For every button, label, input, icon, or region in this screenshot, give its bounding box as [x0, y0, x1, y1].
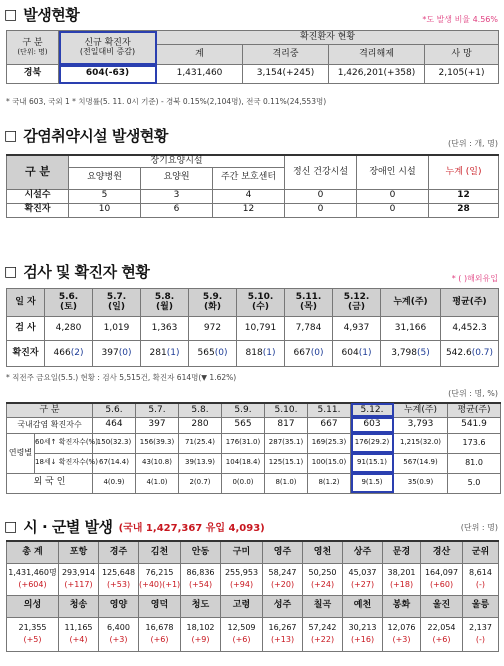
date-col: 5.9. (화) [189, 289, 237, 317]
table-cell: 464 [93, 417, 136, 433]
isolation-value: 3,154(+245) [243, 65, 329, 84]
region-total: 45,037 [348, 568, 377, 578]
region-name: 영천 [303, 541, 343, 563]
table-cell: 281(1) [141, 341, 189, 367]
region-value-cell [383, 563, 421, 595]
gubun-header: 구 분 [7, 155, 69, 189]
row-label: 검 사 [7, 317, 45, 341]
region-delta: (+6) [150, 634, 169, 644]
region-value-cell [99, 617, 139, 651]
region-value-cell [139, 617, 181, 651]
date-col: 5.12. [351, 403, 394, 417]
region-delta: (+53) [106, 579, 131, 589]
sum-header: 계 [157, 45, 243, 65]
region-total: 50,250 [308, 568, 337, 578]
section-occurrence-header [4, 4, 79, 25]
row-label: 60세↑ 확진자수(%) [35, 433, 93, 453]
square-bullet-icon: □ [4, 6, 18, 23]
region-total: 38,201 [387, 568, 416, 578]
row-label: 확진자 [7, 341, 45, 367]
date-col: 5.11. [308, 403, 351, 417]
row-label: 시설수 [7, 189, 69, 203]
region-total: 22,054 [427, 623, 456, 633]
region-value-cell [59, 617, 99, 651]
table-cell: 71(25.4) [179, 433, 222, 453]
date-col: 5.10. [265, 403, 308, 417]
table-cell: 67(14.4) [93, 453, 136, 473]
mental-health-header: 정신 건강시설 [285, 155, 357, 189]
table-cell: 9(1.5) [351, 473, 394, 493]
region-name: 고령 [221, 595, 263, 617]
unit-note: (단위 : 개, 명) [447, 139, 498, 148]
region-name: 칠곡 [303, 595, 343, 617]
region-name: 울진 [421, 595, 463, 617]
isolation-header: 격리중 [243, 45, 329, 65]
gubun-header: 구 분 [7, 403, 93, 417]
table-cell: 35(0.9) [394, 473, 448, 493]
table-cell: 818(1) [237, 341, 285, 367]
region-total: 16,267 [268, 623, 297, 633]
date-col: 5.8. (월) [141, 289, 189, 317]
date-col: 5.7. [136, 403, 179, 417]
region-total: 293,914 [61, 568, 96, 578]
region-value-cell [263, 563, 303, 595]
table-cell: 12 [429, 189, 499, 203]
region-name: 성주 [263, 595, 303, 617]
region-value-cell [181, 563, 221, 595]
table-cell: 604(1) [333, 341, 381, 367]
region-value-cell [263, 617, 303, 651]
region-name: 봉화 [383, 595, 421, 617]
region-delta: (+3) [392, 634, 411, 644]
table-cell: 466(2) [45, 341, 93, 367]
region-value-cell [181, 617, 221, 651]
cumulative-header: 누계 (일) [429, 155, 499, 189]
region-value-cell [303, 617, 343, 651]
unit-note: (단위 : 명) [460, 523, 498, 532]
date-col: 5.6. (토) [45, 289, 93, 317]
region-delta: (+5) [23, 634, 42, 644]
date-col: 5.12. (금) [333, 289, 381, 317]
table-cell: 972 [189, 317, 237, 341]
longterm-care-header: 장기요양시설 [69, 155, 285, 167]
region-name: 김천 [139, 541, 181, 563]
region-delta: (-) [475, 634, 486, 644]
date-col: 5.10. (수) [237, 289, 285, 317]
new-cases-header: 신규 확진자 (전일대비 증감) [59, 31, 157, 65]
table-cell: 7,784 [285, 317, 333, 341]
region-total: 16,678 [145, 623, 174, 633]
region-value-cell [99, 563, 139, 595]
section-facilities-header [4, 125, 168, 146]
region-value-cell [343, 617, 383, 651]
table-cell: 28 [429, 203, 499, 217]
occurrence-table [6, 30, 499, 84]
date-col: 5.8. [179, 403, 222, 417]
table-cell: 8(1.2) [308, 473, 351, 493]
region-total: 18,102 [186, 623, 215, 633]
region-value-cell [139, 563, 181, 595]
gubun-header: 구 분 (단위: 명) [7, 31, 59, 65]
total-status-header: 확진환자 현황 [157, 31, 499, 45]
cumulative-header: 누계(주) [381, 289, 441, 317]
region-name: 울릉 [463, 595, 499, 617]
table-cell: 565(0) [189, 341, 237, 367]
table-cell: 104(18.4) [222, 453, 265, 473]
region-name: 총 계 [7, 541, 59, 563]
region-name: 영덕 [139, 595, 181, 617]
table-cell: 5 [69, 189, 141, 203]
nursing-home-header: 요양원 [141, 167, 213, 189]
table-cell: 817 [265, 417, 308, 433]
table-cell: 0(0.0) [222, 473, 265, 493]
region-total: 6,400 [107, 623, 130, 633]
region-delta: (+22) [310, 634, 335, 644]
death-header: 사 망 [425, 45, 499, 65]
region-delta: (+9) [191, 634, 210, 644]
region-value-cell [303, 563, 343, 595]
row-label: 국내감염 확진자수 [7, 417, 93, 433]
table-cell: 176(31.0) [222, 433, 265, 453]
table-cell: 4(0.9) [93, 473, 136, 493]
region-delta: (+604) [18, 579, 47, 589]
date-col: 5.11. (목) [285, 289, 333, 317]
region-name: 예천 [343, 595, 383, 617]
region-delta: (+27) [350, 579, 375, 589]
region-value-cell [7, 563, 59, 595]
table-cell: 100(15.0) [308, 453, 351, 473]
region-value-cell [421, 563, 463, 595]
region-delta: (+16) [350, 634, 375, 644]
region-delta: (+3) [109, 634, 128, 644]
section-title: 감염취약시설 발생현황 [23, 127, 168, 145]
region-value-cell [7, 617, 59, 651]
table-cell: 1,019 [93, 317, 141, 341]
region-name: 영양 [99, 595, 139, 617]
release-header: 격리해제 [329, 45, 425, 65]
table-cell: 2(0.7) [179, 473, 222, 493]
region-value-cell [59, 563, 99, 595]
region-delta: (+54) [188, 579, 213, 589]
region-subtitle: (국내 1,427,367 유입 4,093) [118, 523, 265, 534]
region-delta: (+4) [69, 634, 88, 644]
region-delta: (+94) [229, 579, 254, 589]
region-total: 164,097 [424, 568, 459, 578]
square-bullet-icon: □ [4, 518, 18, 535]
table-cell: 0 [285, 203, 357, 217]
table-cell: 91(15.1) [351, 453, 394, 473]
table-cell: 541.9 [448, 417, 501, 433]
region-value-cell [463, 617, 499, 651]
region-name: 청도 [181, 595, 221, 617]
region-table [6, 540, 499, 652]
table-cell: 31,166 [381, 317, 441, 341]
table-cell: 4,452.3 [441, 317, 499, 341]
region-value-cell [221, 617, 263, 651]
row-label: 외 국 인 [7, 473, 93, 493]
section-title: 검사 및 확진자 현황 [23, 263, 150, 281]
table-cell: 125(15.1) [265, 453, 308, 473]
region-delta: (+6) [432, 634, 451, 644]
table-cell: 156(39.3) [136, 433, 179, 453]
table-cell: 0 [357, 203, 429, 217]
table-cell: 150(32.3) [93, 433, 136, 453]
region-value-cell [383, 617, 421, 651]
region-total: 255,953 [224, 568, 259, 578]
average-header: 평균(주) [448, 403, 501, 417]
facilities-table [6, 154, 499, 218]
new-cases-value: 604(-63) [59, 65, 157, 84]
table-cell: 4 [213, 189, 285, 203]
age-table [6, 402, 501, 494]
section-title: 발생현황 [23, 6, 80, 24]
region-name: 문경 [383, 541, 421, 563]
region-value-cell [421, 617, 463, 651]
section-region-header [4, 516, 265, 537]
table-cell: 176(29.2) [351, 433, 394, 453]
date-col: 5.6. [93, 403, 136, 417]
table-cell: 39(13.9) [179, 453, 222, 473]
table-cell: 1,215(32.0) [394, 433, 448, 453]
table-cell: 1,363 [141, 317, 189, 341]
table-cell: 10,791 [237, 317, 285, 341]
unit-note: (단위 : 명, %) [448, 389, 498, 398]
region-name: 영주 [263, 541, 303, 563]
table-cell: 10 [69, 203, 141, 217]
table-cell: 3 [141, 189, 213, 203]
region-delta: (+40)(+1) [139, 579, 181, 589]
region-name: 의성 [7, 595, 59, 617]
region-name: 군위 [463, 541, 499, 563]
region-name: 구미 [221, 541, 263, 563]
date-col: 5.9. [222, 403, 265, 417]
region-delta: (+24) [310, 579, 335, 589]
region-total: 21,355 [18, 623, 47, 633]
date-header: 일 자 [7, 289, 45, 317]
region-name: 경산 [421, 541, 463, 563]
region-delta: (+18) [389, 579, 414, 589]
table-cell: 81.0 [448, 453, 501, 473]
death-value: 2,105(+1) [425, 65, 499, 84]
region-total: 2,137 [469, 623, 492, 633]
table-cell: 667(0) [285, 341, 333, 367]
region-name: 상주 [343, 541, 383, 563]
table-cell: 6 [141, 203, 213, 217]
region-total: 12,076 [387, 623, 416, 633]
row-label: 확진자 [7, 203, 69, 217]
table-cell: 4,937 [333, 317, 381, 341]
table-cell: 667 [308, 417, 351, 433]
table-cell: 4,280 [45, 317, 93, 341]
region-total: 12,509 [227, 623, 256, 633]
table-cell: 3,793 [394, 417, 448, 433]
table-cell: 43(10.8) [136, 453, 179, 473]
region-name: 경주 [99, 541, 139, 563]
region-total: 86,836 [186, 568, 215, 578]
table-cell: 565 [222, 417, 265, 433]
table-cell: 5.0 [448, 473, 501, 493]
region-delta: (-) [475, 579, 486, 589]
region-label: 경북 [7, 65, 59, 84]
release-value: 1,426,201(+358) [329, 65, 425, 84]
region-total: 8,614 [469, 568, 492, 578]
table-cell: 603 [351, 417, 394, 433]
overseas-note: * ( )해외유입 [451, 274, 498, 283]
table-cell: 0 [285, 189, 357, 203]
table-cell: 0 [357, 189, 429, 203]
previous-week-footnote: * 직전주 금요일(5.5.) 현황 : 검사 5,515건, 확진자 614명(▼ 1.62%) [6, 373, 237, 382]
square-bullet-icon: □ [4, 127, 18, 144]
table-cell: 397 [136, 417, 179, 433]
table-cell: 397(0) [93, 341, 141, 367]
region-delta: (+117) [64, 579, 93, 589]
table-cell: 280 [179, 417, 222, 433]
section-tests-header [4, 261, 149, 282]
region-delta: (+60) [429, 579, 454, 589]
table-cell: 4(1.0) [136, 473, 179, 493]
table-cell: 287(35.1) [265, 433, 308, 453]
region-delta: (+6) [232, 634, 251, 644]
disabled-facility-header: 장애인 시설 [357, 155, 429, 189]
table-cell: 169(25.3) [308, 433, 351, 453]
region-name: 안동 [181, 541, 221, 563]
tests-table [6, 288, 499, 367]
sum-value: 1,431,460 [157, 65, 243, 84]
region-total: 11,165 [64, 623, 93, 633]
hospital-header: 요양병원 [69, 167, 141, 189]
table-cell: 567(14.9) [394, 453, 448, 473]
region-total: 30,213 [348, 623, 377, 633]
row-label: 18세↓ 확진자수(%) [35, 453, 93, 473]
cumulative-header: 누계(주) [394, 403, 448, 417]
region-total: 58,247 [268, 568, 297, 578]
table-cell: 8(1.0) [265, 473, 308, 493]
region-total: 57,242 [308, 623, 337, 633]
section-title: 시 · 군별 발생 [23, 518, 113, 536]
daycare-header: 주간 보호센터 [213, 167, 285, 189]
date-col: 5.7. (일) [93, 289, 141, 317]
region-value-cell [221, 563, 263, 595]
table-cell: 542.6(0.7) [441, 341, 499, 367]
region-total: 1,431,460명 [8, 568, 57, 578]
table-cell: 12 [213, 203, 285, 217]
table-cell: 3,798(5) [381, 341, 441, 367]
region-name: 청송 [59, 595, 99, 617]
region-delta: (+13) [270, 634, 295, 644]
region-total: 76,215 [145, 568, 174, 578]
ratio-note: *도 발생 비율 4.56% [422, 15, 498, 24]
fatality-footnote: * 국내 603, 국외 1 * 치명률(5. 11. 0시 기준) - 경북 0.15%(2,104명), 전국 0.11%(24,553명) [6, 97, 327, 106]
table-cell: 173.6 [448, 433, 501, 453]
region-delta: (+20) [270, 579, 295, 589]
region-total: 125,648 [101, 568, 136, 578]
age-group-label: 연령별 [7, 433, 35, 473]
square-bullet-icon: □ [4, 263, 18, 280]
region-value-cell [343, 563, 383, 595]
region-name: 포항 [59, 541, 99, 563]
region-value-cell [463, 563, 499, 595]
average-header: 평균(주) [441, 289, 499, 317]
